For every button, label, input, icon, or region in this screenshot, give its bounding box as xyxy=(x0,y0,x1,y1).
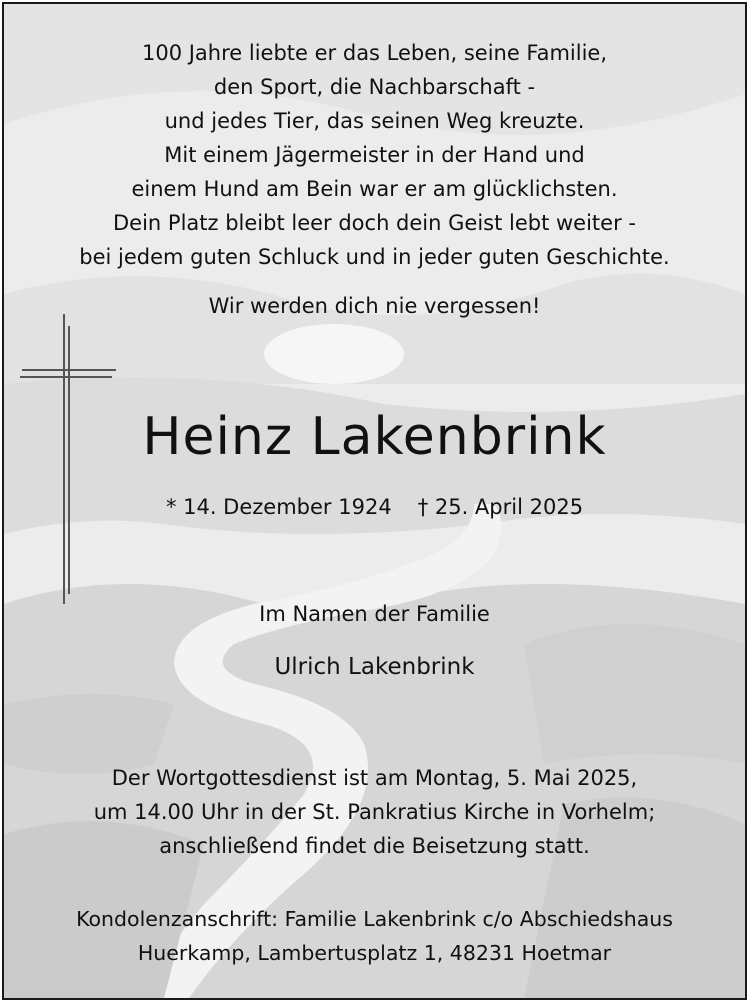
poem xyxy=(4,36,745,274)
condolence-line: Huerkamp, Lambertusplatz 1, 48231 Hoetmar xyxy=(137,941,612,965)
service-line: um 14.00 Uhr in der St. Pankratius Kirche in Vorhelm; xyxy=(93,800,656,824)
poem-line: den Sport, die Nachbarschaft - xyxy=(213,75,536,99)
condolence-address xyxy=(4,902,745,970)
birth-date: * 14. Dezember 1924 xyxy=(165,495,392,519)
service-info xyxy=(4,761,745,863)
service-line: anschließend findet die Beisetzung statt. xyxy=(159,834,590,858)
poem-line: einem Hund am Bein war er am glücklichsten. xyxy=(131,177,618,201)
condolence-line: Kondolenzanschrift: Familie Lakenbrink c/o Abschiedshaus xyxy=(76,907,673,931)
poem-line: 100 Jahre liebte er das Leben, seine Familie, xyxy=(141,41,608,65)
life-dates xyxy=(4,490,745,524)
signer-name: Ulrich Lakenbrink xyxy=(274,654,475,680)
poem-line: bei jedem guten Schluck und in jeder guten Geschichte. xyxy=(79,245,670,269)
poem-line: Mit einem Jägermeister in der Hand und xyxy=(164,143,585,167)
closing-line: Wir werden dich nie vergessen! xyxy=(208,294,541,318)
deceased-name: Heinz Lakenbrink xyxy=(142,407,607,467)
obituary-notice xyxy=(2,2,747,1000)
death-date: † 25. April 2025 xyxy=(417,495,584,519)
service-line: Der Wortgottesdienst ist am Montag, 5. Mai 2025, xyxy=(111,766,638,790)
poem-line: Dein Platz bleibt leer doch dein Geist lebt weiter - xyxy=(113,211,636,235)
family-intro: Im Namen der Familie xyxy=(259,602,490,626)
poem-line: und jedes Tier, das seinen Weg kreuzte. xyxy=(164,109,585,133)
